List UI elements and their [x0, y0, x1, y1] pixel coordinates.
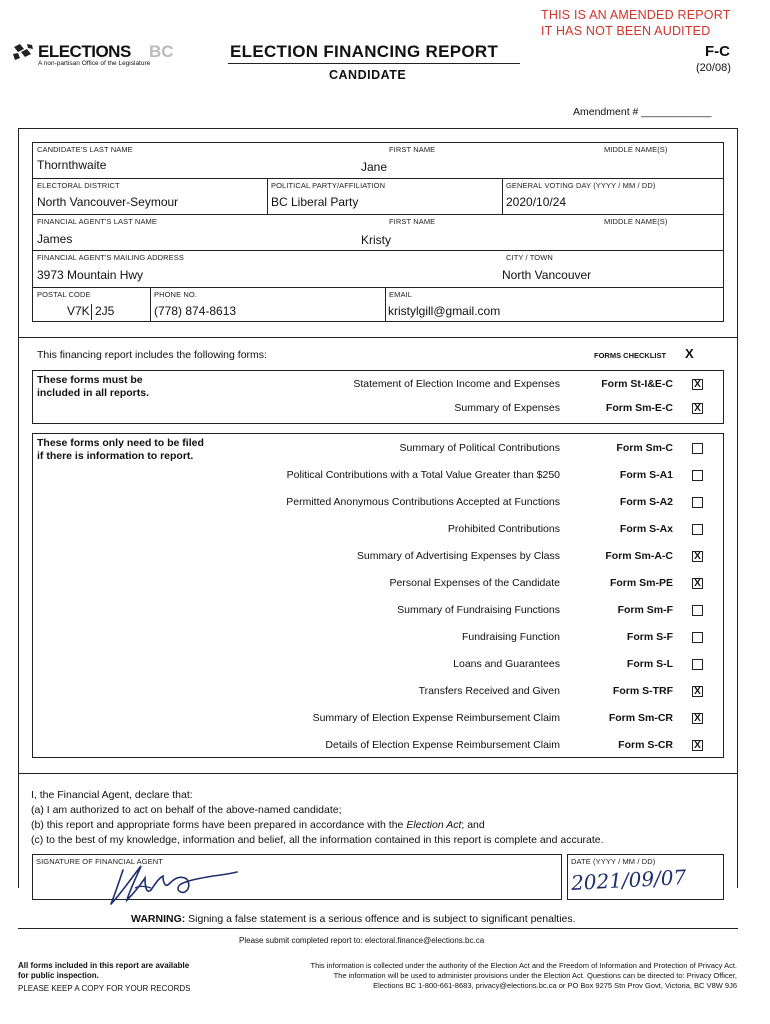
phone: (778) 874-8613: [154, 304, 237, 318]
agent-first-name-label: FIRST NAME: [389, 217, 436, 226]
form-code-label: Form S-F: [626, 631, 673, 643]
amended-notice-line-1: THIS IS AN AMENDED REPORT: [541, 8, 731, 22]
form-checkbox[interactable]: X: [692, 740, 703, 751]
warning-label: WARNING:: [131, 913, 186, 925]
electoral-district-label: ELECTORAL DISTRICT: [37, 181, 120, 190]
agent-first-name: Kristy: [361, 233, 391, 247]
party: BC Liberal Party: [271, 195, 359, 209]
form-checkbox[interactable]: X: [692, 713, 703, 724]
form-code-label: Form S-TRF: [612, 685, 673, 697]
checklist-heading-mark: X: [685, 346, 694, 361]
postal-code-part-1: V7K: [67, 304, 90, 318]
agent-last-name-label: FINANCIAL AGENT'S LAST NAME: [37, 217, 157, 226]
form-code-label: Form Sm-F: [617, 604, 673, 616]
form-code-label: Form S-CR: [618, 739, 673, 751]
form-description: Prohibited Contributions: [447, 523, 560, 535]
form-checkbox[interactable]: [692, 443, 703, 454]
form-checkbox[interactable]: [692, 470, 703, 481]
voting-day-label: GENERAL VOTING DAY (YYYY / MM / DD): [506, 181, 656, 190]
signature-date: 2021/09/07: [570, 864, 687, 896]
form-description: Summary of Election Expense Reimbursement Claim: [312, 712, 560, 724]
form-code-label: Form S-A1: [619, 469, 673, 481]
form-description: Summary of Fundraising Functions: [397, 604, 560, 616]
handwritten-signature: [105, 858, 245, 908]
electoral-district: North Vancouver-Seymour: [37, 195, 179, 209]
form-code-label: Form Sm-CR: [608, 712, 673, 724]
form-code-label: Form Sm-PE: [609, 577, 673, 589]
form-description: Political Contributions with a Total Value Greater than $250: [286, 469, 560, 481]
declaration-b: (b) this report and appropriate forms have been prepared in accordance with the Election Act; and: [31, 819, 485, 831]
candidate-last-name: Thornthwaite: [37, 158, 107, 172]
agent-address: 3973 Mountain Hwy: [37, 268, 144, 282]
form-code-label: Form Sm-E-C: [605, 402, 673, 414]
optional-note-line-2: if there is information to report.: [37, 450, 194, 462]
form-description: Summary of Political Contributions: [399, 442, 560, 454]
postal-code-part-2: 2J5: [95, 304, 115, 318]
form-code-label: Form S-A2: [619, 496, 673, 508]
submit-note: Please submit completed report to: electoral.finance@elections.bc.ca: [239, 936, 485, 945]
privacy-line-1: This information is collected under the authority of the Election Act and the Freedom of Information and Protection of Privacy Act.: [310, 961, 737, 970]
form-checkbox[interactable]: [692, 659, 703, 670]
form-description: Summary of Advertising Expenses by Class: [356, 550, 560, 562]
required-note-line-2: included in all reports.: [37, 387, 150, 399]
candidate-first-name-label: FIRST NAME: [389, 145, 436, 154]
amended-notice-line-2: IT HAS NOT BEEN AUDITED: [541, 24, 711, 38]
form-description: Fundraising Function: [461, 631, 560, 643]
checklist-heading: FORMS CHECKLIST: [594, 351, 667, 360]
form-checkbox[interactable]: X: [692, 686, 703, 697]
phone-label: PHONE NO.: [154, 290, 197, 299]
form-code-label: Form S-L: [626, 658, 673, 670]
form-description: Personal Expenses of the Candidate: [389, 577, 560, 589]
privacy-line-2: The information will be used to administer provisions under the Election Act. Questions can be directed to: Privacy Officer,: [333, 971, 737, 980]
keep-copy-note: PLEASE KEEP A COPY FOR YOUR RECORDS: [18, 984, 191, 993]
signature-label: SIGNATURE OF FINANCIAL AGENT: [36, 857, 163, 866]
amended-report-notice: [541, 7, 731, 39]
optional-forms-note: [37, 437, 204, 463]
optional-forms-box: [32, 433, 724, 758]
candidate-first-name: Jane: [361, 160, 388, 174]
agent-address-label: FINANCIAL AGENT'S MAILING ADDRESS: [37, 253, 184, 262]
form-checkbox[interactable]: [692, 605, 703, 616]
page-subtitle: CANDIDATE: [329, 68, 407, 82]
amendment-number: Amendment # ____________: [573, 106, 712, 118]
logo-bc: BC: [149, 42, 174, 61]
inspection-note: [18, 961, 191, 994]
declaration-a: (a) I am authorized to act on behalf of the above-named candidate;: [31, 804, 342, 816]
form-code-label: Form S-Ax: [619, 523, 673, 535]
voting-day: 2020/10/24: [506, 195, 567, 209]
required-forms-note: [37, 374, 149, 400]
agent-last-name: James: [37, 232, 73, 246]
form-code-label: Form Sm-C: [616, 442, 673, 454]
form-code-label: Form Sm-A-C: [605, 550, 673, 562]
form-description: Statement of Election Income and Expenses: [353, 378, 560, 390]
form-checkbox[interactable]: [692, 524, 703, 535]
inspection-line-1: All forms included in this report are available: [18, 961, 190, 970]
form-checkbox[interactable]: X: [692, 379, 703, 390]
form-version: (20/08): [696, 62, 731, 74]
privacy-line-3: Elections BC 1-800-661-8683, privacy@elections.bc.ca or PO Box 9275 Stn Prov Govt, Victoria, BC V8W 9J6: [373, 981, 737, 990]
date-label: DATE (YYYY / MM / DD): [571, 857, 656, 866]
form-description: Permitted Anonymous Contributions Accepted at Functions: [286, 496, 560, 508]
form-code-label: Form St-I&E-C: [601, 378, 673, 390]
candidate-last-name-label: CANDIDATE'S LAST NAME: [37, 145, 133, 154]
logo-mark-icon: [12, 43, 36, 61]
declaration-intro: I, the Financial Agent, declare that:: [31, 789, 193, 801]
form-checkbox[interactable]: [692, 497, 703, 508]
declaration-c: (c) to the best of my knowledge, information and belief, all the information contained in this report is complete and accurate.: [31, 834, 604, 846]
optional-note-line-1: These forms only need to be filed: [37, 437, 204, 449]
agent-city: North Vancouver: [502, 268, 592, 282]
inspection-line-2: for public inspection.: [18, 971, 99, 980]
form-checkbox[interactable]: X: [692, 578, 703, 589]
declaration: [31, 788, 604, 848]
form-description: Details of Election Expense Reimbursement Claim: [325, 739, 560, 751]
logo-tagline: A non-partisan Office of the Legislature: [38, 60, 151, 67]
email-label: EMAIL: [389, 290, 413, 299]
warning: [131, 913, 576, 925]
required-note-line-1: These forms must be: [37, 374, 143, 386]
warning-text: Signing a false statement is a serious offence and is subject to significant penalties.: [188, 913, 576, 925]
privacy-note: [225, 961, 737, 991]
form-code: F-C: [705, 43, 730, 60]
agent-middle-name-label: MIDDLE NAME(S): [604, 217, 668, 226]
candidate-middle-name-label: MIDDLE NAME(S): [604, 145, 668, 154]
checklist-intro: This financing report includes the following forms:: [37, 349, 267, 361]
agent-city-label: CITY / TOWN: [506, 253, 553, 262]
form-description: Loans and Guarantees: [453, 658, 560, 670]
form-checkbox[interactable]: X: [692, 403, 703, 414]
email: kristylgill@gmail.com: [388, 304, 501, 318]
form-checkbox[interactable]: X: [692, 551, 703, 562]
page-title: ELECTION FINANCING REPORT: [230, 42, 499, 61]
logo-name: ELECTIONS: [38, 42, 131, 61]
form-description: Transfers Received and Given: [418, 685, 560, 697]
form-description: Summary of Expenses: [454, 402, 560, 414]
postal-code-label: POSTAL CODE: [37, 290, 91, 299]
form-checkbox[interactable]: [692, 632, 703, 643]
party-label: POLITICAL PARTY/AFFILIATION: [271, 181, 386, 190]
